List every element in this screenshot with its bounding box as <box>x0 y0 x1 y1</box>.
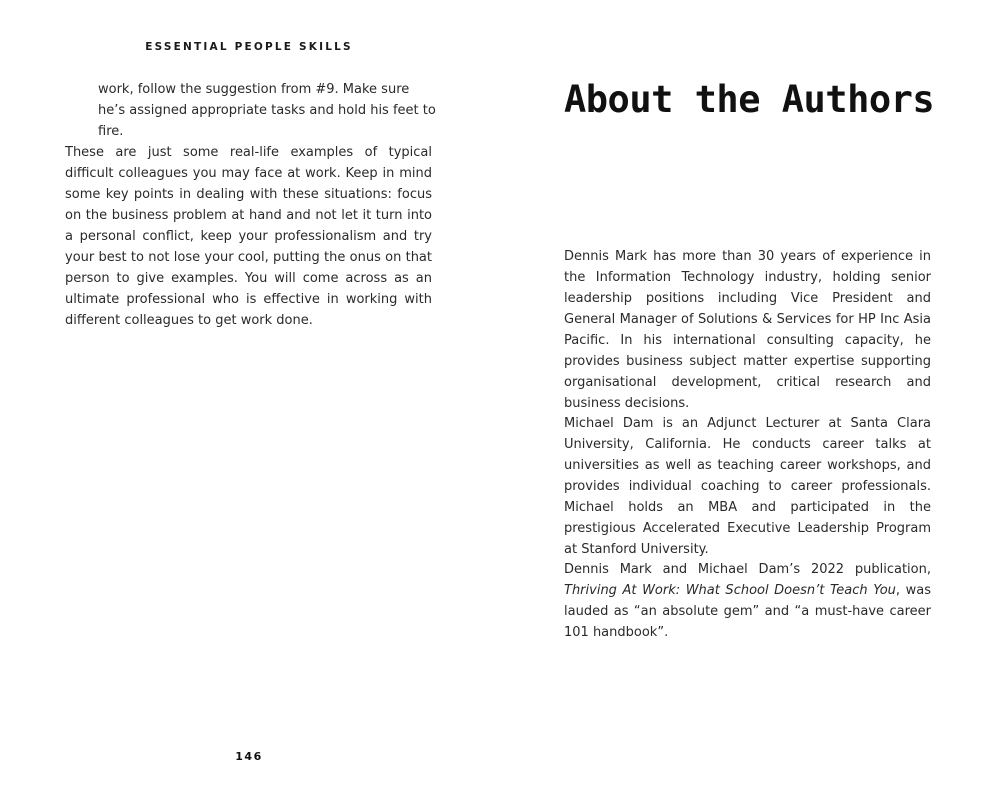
publication-intro: Dennis Mark and Michael Dam’s 2022 publication, <box>564 562 931 577</box>
page-number: 146 <box>235 750 263 763</box>
indented-paragraph: work, follow the suggestion from #9. Make sure he’s assigned appropriate tasks and hold his feet to fire. <box>98 82 436 139</box>
running-head: ESSENTIAL PEOPLE SKILLS <box>145 41 353 53</box>
publication-praise: , was lauded as “an absolute gem” and “a must-have career 101 handbook”. <box>564 583 931 640</box>
book-title: Thriving At Work: What School Doesn’t Teach You <box>564 583 896 598</box>
publication-paragraph <box>564 559 931 643</box>
closing-paragraph: These are just some real-life examples of typical difficult colleagues you may face at work. Keep in mind some key points in dealing with these situations: focus on the business problem at hand and not let it turn into a personal conflict, keep your professionalism and try your best to not lose your cool, putting the onus on that person to give examples. You will come across as an ultimate professional who is effective in working with different colleagues to get work done. <box>65 145 432 328</box>
author-bio-dennis: Dennis Mark has more than 30 years of experience in the Information Technology industry, holding senior leadership positions including Vice President and General Manager of Solutions & Services for HP Inc Asia Pacific. In his international consulting capacity, he provides business subject matter expertise supporting organisational development, critical research and business decisions. <box>564 249 931 411</box>
right-page <box>498 0 996 796</box>
chapter-title: About the Authors <box>564 78 935 121</box>
author-bio-michael: Michael Dam is an Adjunct Lecturer at Santa Clara University, California. He conducts career talks at universities as well as teaching career workshops, and provides individual coaching to career professionals. Michael holds an MBA and participated in the prestigious Accelerated Executive Leadership Program at Stanford University. <box>564 416 931 557</box>
